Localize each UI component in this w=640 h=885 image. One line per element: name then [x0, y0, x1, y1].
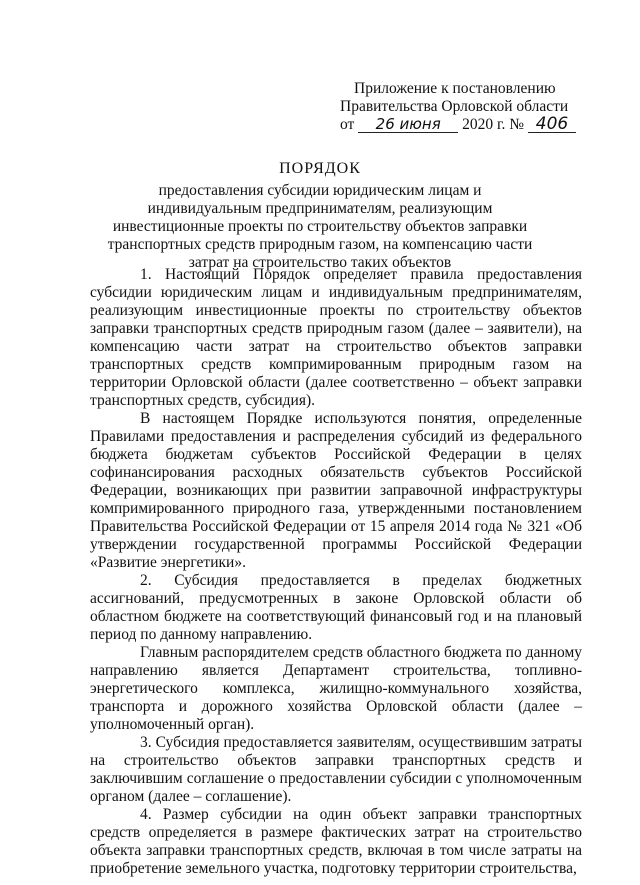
header-year: 2020 г. №: [462, 116, 525, 133]
paragraph-1: 1. Настоящий Порядок определяет правила предоставления субсидии юридическим лицам и индивидуальным предпринимателям, реализующим инвестиционные проекты по строительству объектов заправки транспортных средств природным газом (далее – заявители), на компенсацию части затрат на строительство объектов заправки транспортных средств компримированным природным газом на территории Орловской области (далее соответственно – объект заправки транспортных средств, субсидия).: [90, 266, 582, 409]
paragraph-4: Главным распорядителем средств областного бюджета по данному направлению является Департамент строительства, топливно-энергетического комплекса, жилищно-коммунального хозяйства, транспорта и дорожного хозяйства Орловской области (далее – уполномоченный орган).: [90, 644, 582, 733]
header-line-1: Приложение к постановлению: [354, 80, 556, 97]
attachment-header: [340, 80, 620, 134]
document-body: [90, 266, 582, 878]
paragraph-2: В настоящем Порядке используются понятия, определенные Правилами предоставления и распределения субсидий из федерального бюджета бюджетам субъектов Российской Федерации в целях софинансирования расходных обязательств субъектов Российской Федерации, возникающих при развитии заправочной инфраструктуры компримированного природного газа, утвержденными постановлением Правительства Российской Федерации от 15 апреля 2014 года № 321 «Об утверждении государственной программы Российской Федерации «Развитие энергетики».: [90, 410, 582, 571]
header-line-3: [340, 116, 620, 134]
header-line-2: Правительства Орловской области: [340, 98, 569, 115]
document-subtitle: предоставления субсидии юридическим лицам и индивидуальным предпринимателям, реализующим инвестиционные проекты по строительству объектов заправки транспортных средств природным газом, на компенсацию части затрат на строительство таких объектов: [107, 182, 533, 271]
paragraph-6: 4. Размер субсидии на один объект заправки транспортных средств определяется в размере фактических затрат на строительство объекта заправки транспортных средств, включая в том числе затраты на приобретение земельного участка, подготовку территории строительства,: [90, 806, 582, 877]
document-title: ПОРЯДОК: [279, 160, 361, 177]
handwritten-number: 406: [528, 117, 576, 133]
paragraph-5: 3. Субсидия предоставляется заявителям, осуществившим затраты на строительство объектов заправки транспортных средств и заключившим соглашение о предоставлении субсидии с уполномоченным органом (далее – соглашение).: [90, 734, 582, 805]
handwritten-date: 26 июня: [358, 117, 458, 133]
paragraph-3: 2. Субсидия предоставляется в пределах бюджетных ассигнований, предусмотренных в законе Орловской области об областном бюджете на соответствующий финансовый год и на плановый период по данному направлению.: [90, 572, 582, 643]
header-from: от: [340, 116, 355, 133]
